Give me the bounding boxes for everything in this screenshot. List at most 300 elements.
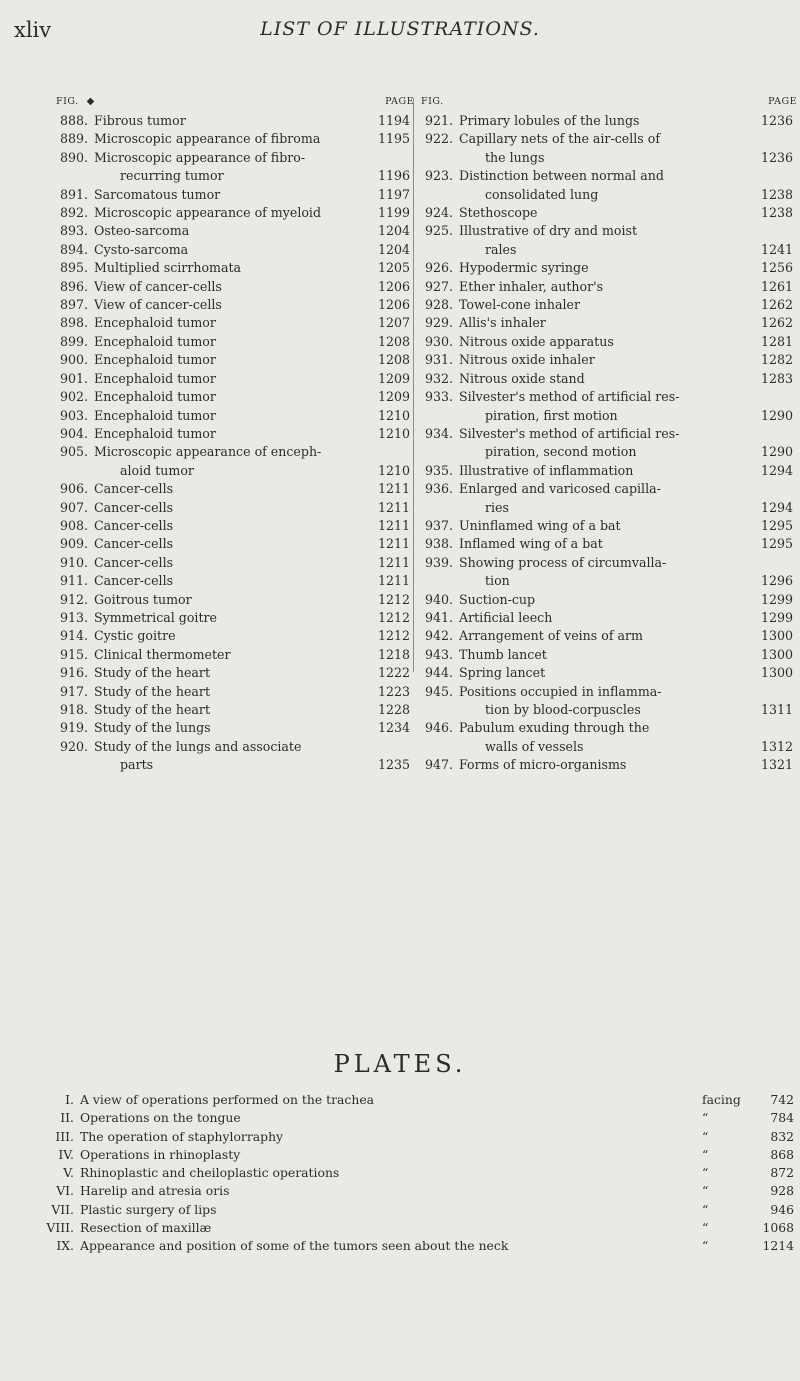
figure-entry (421, 719, 793, 756)
page-ref: 1262 (760, 297, 793, 313)
figure-number: 922. (424, 131, 453, 147)
figure-caption (94, 351, 372, 369)
ornament-dot: ◆ (86, 96, 95, 107)
plate-entry (14, 1182, 794, 1200)
page-ref: 1204 (377, 241, 410, 257)
figure-caption (94, 572, 372, 590)
figure-entry (56, 572, 410, 590)
figure-caption (459, 314, 755, 332)
figure-number: 932. (424, 370, 453, 386)
figure-caption (94, 664, 372, 682)
plate-number: II. (60, 1110, 74, 1126)
figure-entry (421, 222, 793, 259)
plate-caption: Plastic surgery of lips (80, 1201, 217, 1217)
figure-caption (459, 535, 755, 553)
page-ref: 1283 (760, 370, 793, 386)
figure-number: 930. (424, 333, 453, 349)
caption-line: Ether inhaler, author's (459, 278, 604, 294)
page-ref: 1218 (377, 646, 410, 662)
page-ref: 1212 (377, 591, 410, 607)
figure-number: 891. (59, 186, 88, 202)
caption-line: Sarcomatous tumor (94, 186, 221, 202)
caption-line: Suction-cup (459, 591, 536, 607)
figure-number: 890. (59, 149, 88, 165)
caption-line: Cancer-cells (94, 573, 174, 589)
figure-number: 909. (59, 536, 88, 552)
figure-caption (94, 130, 372, 148)
figure-caption (459, 609, 755, 627)
figure-caption (94, 499, 372, 517)
figure-number: 940. (424, 591, 453, 607)
figure-number: 921. (424, 113, 453, 128)
figure-number: 898. (59, 315, 88, 331)
caption-line: tion by blood-corpuscles (485, 702, 641, 717)
plate-number: I. (65, 1092, 74, 1107)
figure-caption (459, 683, 755, 720)
figure-number: 934. (424, 425, 453, 441)
figure-number: 905. (59, 444, 88, 460)
figure-number: 917. (59, 683, 88, 699)
plate-number: IX. (56, 1238, 74, 1254)
page-ref: 1300 (760, 665, 793, 681)
figure-caption (459, 756, 755, 774)
page-ref: 1204 (377, 223, 410, 239)
figure-entry (56, 425, 410, 443)
figure-number: 939. (424, 554, 453, 570)
page-number: xliv (14, 18, 52, 42)
plates-list (14, 1091, 794, 1256)
figure-caption (94, 591, 372, 609)
caption-line: Microscopic appearance of fibroma (94, 131, 321, 147)
plate-entry (14, 1237, 794, 1255)
figure-entry (56, 554, 410, 572)
plate-number: VIII. (46, 1220, 74, 1236)
figure-caption (94, 370, 372, 388)
caption-line: Nitrous oxide apparatus (459, 333, 614, 349)
caption-line: Goitrous tumor (94, 591, 192, 607)
column-header (421, 96, 797, 112)
page-header (0, 0, 800, 60)
figure-entry (56, 112, 410, 130)
caption-line: Stethoscope (459, 205, 538, 221)
figure-number: 931. (424, 352, 453, 368)
caption-line: Encephaloid tumor (94, 315, 216, 331)
figure-number: 896. (59, 278, 88, 294)
page-ref: 1223 (377, 683, 410, 699)
caption-line: Nitrous oxide stand (459, 370, 585, 386)
caption-line: Study of the heart (94, 665, 211, 681)
caption-line: piration, first motion (485, 407, 618, 423)
plate-caption: Operations in rhinoplasty (80, 1146, 241, 1162)
page-ref: 1282 (760, 352, 793, 368)
caption-line: Allis's inhaler (459, 315, 546, 331)
figure-number: 928. (424, 297, 453, 313)
page-ref: 1299 (760, 591, 793, 607)
plate-facing: “ (702, 1110, 709, 1126)
figure-number: 915. (59, 646, 88, 662)
caption-line: Showing process of circumvalla- (459, 554, 667, 570)
caption-line: parts (120, 757, 154, 773)
plate-page: 872 (770, 1165, 794, 1181)
figure-caption (459, 278, 755, 296)
caption-line: walls of vessels (485, 738, 584, 754)
figure-entry (56, 130, 410, 148)
page-ref: 1211 (377, 499, 410, 515)
figure-number: 907. (59, 499, 88, 515)
figure-caption (459, 130, 755, 167)
figure-entry (56, 443, 410, 480)
figure-number: 937. (424, 517, 453, 533)
figure-caption (459, 333, 755, 351)
caption-line: Distinction between normal and (459, 168, 664, 184)
plate-page: 832 (770, 1128, 794, 1144)
page-ref: 1210 (377, 462, 410, 478)
page-ref: 1209 (377, 370, 410, 386)
caption-line: Encephaloid tumor (94, 370, 216, 386)
caption-line: tion (485, 573, 510, 589)
plate-caption: The operation of staphylorraphy (80, 1128, 284, 1144)
page-ref: 1195 (377, 131, 410, 147)
caption-line: the lungs (485, 149, 545, 165)
figure-caption (459, 425, 755, 462)
figure-caption (94, 407, 372, 425)
figure-caption (459, 222, 755, 259)
figure-number: 910. (59, 554, 88, 570)
figure-entry (421, 351, 793, 369)
figure-caption (459, 480, 755, 517)
page-ref: 1235 (377, 757, 410, 773)
figure-caption (94, 425, 372, 443)
caption-line: Fibrous tumor (94, 113, 186, 128)
page-ref: 1205 (377, 260, 410, 276)
figure-caption (94, 738, 372, 775)
page-ref: 1211 (377, 554, 410, 570)
plate-facing: “ (702, 1183, 709, 1199)
figure-entry (421, 296, 793, 314)
figure-number: 895. (59, 260, 88, 276)
page-ref: 1197 (377, 186, 410, 202)
figure-caption (94, 443, 372, 480)
page-ref: 1294 (760, 499, 793, 515)
caption-line: Symmetrical goitre (94, 609, 217, 625)
page-ref: 1299 (760, 609, 793, 625)
page-heading: PAGE (768, 96, 797, 107)
caption-line: Cancer-cells (94, 554, 174, 570)
page-ref: 1261 (760, 278, 793, 294)
plate-entry (14, 1146, 794, 1164)
fig-heading: FIG. (421, 96, 444, 107)
figure-entry (56, 719, 410, 737)
plate-caption: Appearance and position of some of the tumors seen about the neck (80, 1238, 509, 1254)
figure-caption (459, 259, 755, 277)
page-ref: 1208 (377, 333, 410, 349)
figure-caption (94, 222, 372, 240)
figure-number: 942. (424, 628, 453, 644)
figure-caption (459, 388, 755, 425)
caption-line: Cancer-cells (94, 536, 174, 552)
figure-entry (421, 112, 793, 130)
figure-caption (94, 314, 372, 332)
caption-line: Illustrative of dry and moist (459, 223, 638, 239)
figure-entry (421, 664, 793, 682)
plate-page: 946 (770, 1201, 794, 1217)
figure-number: 906. (59, 481, 88, 497)
page-ref: 1210 (377, 407, 410, 423)
figure-caption (94, 480, 372, 498)
figure-caption (94, 701, 372, 719)
caption-line: Study of the heart (94, 702, 211, 717)
entry-list (421, 112, 793, 775)
illustrations-column-left (56, 96, 414, 775)
page-ref: 1196 (377, 168, 410, 184)
figure-caption (459, 627, 755, 645)
caption-line: Encephaloid tumor (94, 389, 216, 405)
page-ref: 1209 (377, 389, 410, 405)
caption-line: Clinical thermometer (94, 646, 231, 662)
figure-number: 924. (424, 205, 453, 221)
page-ref: 1210 (377, 425, 410, 441)
page-ref: 1206 (377, 278, 410, 294)
page-ref: 1300 (760, 646, 793, 662)
figure-entry (421, 278, 793, 296)
page-heading: PAGE (385, 96, 414, 107)
figure-number: 945. (424, 683, 453, 699)
figure-entry (56, 296, 410, 314)
caption-line: Encephaloid tumor (94, 333, 216, 349)
plate-entry (14, 1164, 794, 1182)
figure-entry (56, 517, 410, 535)
figure-caption (459, 591, 755, 609)
entry-list (56, 112, 410, 775)
caption-line: recurring tumor (120, 168, 224, 184)
figure-entry (421, 167, 793, 204)
figure-number: 918. (59, 702, 88, 717)
caption-line: aloid tumor (120, 462, 194, 478)
figure-entry (56, 535, 410, 553)
figure-entry (56, 204, 410, 222)
caption-line: Illustrative of inflammation (459, 462, 634, 478)
page-ref: 1296 (760, 573, 793, 589)
page-ref: 1262 (760, 315, 793, 331)
plate-caption: Rhinoplastic and cheiloplastic operations (80, 1165, 340, 1181)
plate-caption: A view of operations performed on the trachea (80, 1092, 375, 1107)
page-ref: 1212 (377, 628, 410, 644)
page-ref: 1281 (760, 333, 793, 349)
caption-line: Multiplied scirrhomata (94, 260, 242, 276)
figure-entry (56, 222, 410, 240)
figure-number: 923. (424, 168, 453, 184)
figure-entry (56, 149, 410, 186)
plate-entry (14, 1128, 794, 1146)
figure-number: 927. (424, 278, 453, 294)
figure-entry (421, 388, 793, 425)
figure-number: 936. (424, 481, 453, 497)
caption-line: Inflamed wing of a bat (459, 536, 603, 552)
plate-caption: Resection of maxillæ (80, 1220, 212, 1236)
caption-line: Uninflamed wing of a bat (459, 517, 621, 533)
page-ref: 1295 (760, 536, 793, 552)
figure-entry (56, 609, 410, 627)
figure-caption (459, 167, 755, 204)
figure-entry (421, 204, 793, 222)
page-ref: 1241 (760, 241, 793, 257)
caption-line: Enlarged and varicosed capilla- (459, 481, 661, 497)
figure-entry (421, 554, 793, 591)
page-ref: 1294 (760, 462, 793, 478)
figure-number: 914. (59, 628, 88, 644)
plate-facing: “ (702, 1201, 709, 1217)
page-ref: 1290 (760, 407, 793, 423)
figure-caption (459, 112, 755, 130)
caption-line: consolidated lung (485, 186, 599, 202)
figure-number: 889. (59, 131, 88, 147)
figure-number: 911. (59, 573, 88, 589)
caption-line: Microscopic appearance of fibro- (94, 149, 306, 165)
page-ref: 1206 (377, 297, 410, 313)
figure-entry (56, 701, 410, 719)
figure-entry (56, 351, 410, 369)
figure-number: 941. (424, 609, 453, 625)
page-ref: 1300 (760, 628, 793, 644)
running-title: LIST OF ILLUSTRATIONS. (260, 18, 540, 40)
figure-number: 901. (59, 370, 88, 386)
plate-number: III. (55, 1128, 74, 1144)
figure-number: 908. (59, 517, 88, 533)
figure-entry (56, 738, 410, 775)
figure-entry (56, 370, 410, 388)
figure-number: 925. (424, 223, 453, 239)
figure-caption (459, 517, 755, 535)
column-header (56, 96, 414, 112)
figure-caption (459, 370, 755, 388)
figure-entry (421, 259, 793, 277)
figure-caption (459, 719, 755, 756)
page-ref: 1211 (377, 481, 410, 497)
caption-line: Cancer-cells (94, 481, 174, 497)
caption-line: Osteo-sarcoma (94, 223, 190, 239)
plate-page: 1068 (762, 1220, 794, 1236)
figure-entry (421, 480, 793, 517)
page-ref: 1194 (377, 113, 410, 128)
page-ref: 1199 (377, 205, 410, 221)
caption-line: Cancer-cells (94, 517, 174, 533)
caption-line: Study of the lungs and associate (94, 738, 302, 754)
figure-caption (94, 186, 372, 204)
figure-caption (94, 517, 372, 535)
figure-caption (94, 149, 372, 186)
caption-line: Encephaloid tumor (94, 407, 216, 423)
figure-number: 902. (59, 389, 88, 405)
page-ref: 1236 (760, 149, 793, 165)
plate-number: VI. (56, 1183, 74, 1199)
plate-page: 742 (770, 1092, 794, 1107)
caption-line: Pabulum exuding through the (459, 720, 650, 736)
figure-caption (459, 296, 755, 314)
figure-caption (94, 535, 372, 553)
figure-number: 892. (59, 205, 88, 221)
page-ref: 1236 (760, 113, 793, 128)
page-ref: 1211 (377, 573, 410, 589)
figure-caption (459, 204, 755, 222)
plate-page: 784 (770, 1110, 794, 1126)
fig-heading: FIG. (56, 96, 79, 107)
figure-number: 916. (59, 665, 88, 681)
figure-caption (94, 719, 372, 737)
figure-number: 904. (59, 425, 88, 441)
caption-line: Cancer-cells (94, 499, 174, 515)
plate-number: V. (63, 1165, 74, 1181)
figure-number: 912. (59, 591, 88, 607)
figure-caption (94, 388, 372, 406)
figure-entry (56, 186, 410, 204)
figure-number: 946. (424, 720, 453, 736)
caption-line: View of cancer-cells (94, 278, 222, 294)
figure-entry (56, 278, 410, 296)
figure-number: 919. (59, 720, 88, 736)
page-ref: 1256 (760, 260, 793, 276)
caption-line: Study of the heart (94, 683, 211, 699)
figure-number: 929. (424, 315, 453, 331)
figure-caption (94, 278, 372, 296)
page-ref: 1228 (377, 702, 410, 717)
plate-facing: “ (702, 1165, 709, 1181)
figure-entry (56, 591, 410, 609)
figure-caption (94, 241, 372, 259)
caption-line: ries (485, 499, 509, 515)
caption-line: Encephaloid tumor (94, 352, 216, 368)
figure-caption (94, 259, 372, 277)
page-ref: 1311 (760, 702, 793, 717)
plate-entry (14, 1201, 794, 1219)
plate-entry (14, 1219, 794, 1237)
figure-number: 897. (59, 297, 88, 313)
figure-entry (421, 370, 793, 388)
caption-line: Cysto-sarcoma (94, 241, 189, 257)
page-ref: 1212 (377, 609, 410, 625)
figure-entry (56, 683, 410, 701)
figure-entry (56, 259, 410, 277)
plate-facing: facing (702, 1092, 741, 1107)
figure-caption (94, 646, 372, 664)
figure-entry (421, 683, 793, 720)
figure-entry (56, 627, 410, 645)
caption-line: Forms of micro-organisms (459, 757, 627, 773)
figure-entry (56, 499, 410, 517)
page-ref: 1211 (377, 517, 410, 533)
figure-entry (56, 480, 410, 498)
page-ref: 1207 (377, 315, 410, 331)
plate-facing: “ (702, 1128, 709, 1144)
figure-entry (56, 241, 410, 259)
figure-caption (94, 609, 372, 627)
figure-entry (421, 314, 793, 332)
page-ref: 1211 (377, 536, 410, 552)
figure-number: 894. (59, 241, 88, 257)
page-ref: 1290 (760, 444, 793, 460)
figure-caption (94, 554, 372, 572)
figure-number: 947. (424, 757, 453, 773)
figure-entry (421, 627, 793, 645)
page-ref: 1238 (760, 186, 793, 202)
figure-entry (421, 130, 793, 167)
plates-title: PLATES. (333, 1050, 467, 1078)
figure-entry (421, 517, 793, 535)
figure-number: 935. (424, 462, 453, 478)
figure-entry (421, 462, 793, 480)
page-ref: 1208 (377, 352, 410, 368)
figure-entry (421, 535, 793, 553)
caption-line: Encephaloid tumor (94, 425, 216, 441)
